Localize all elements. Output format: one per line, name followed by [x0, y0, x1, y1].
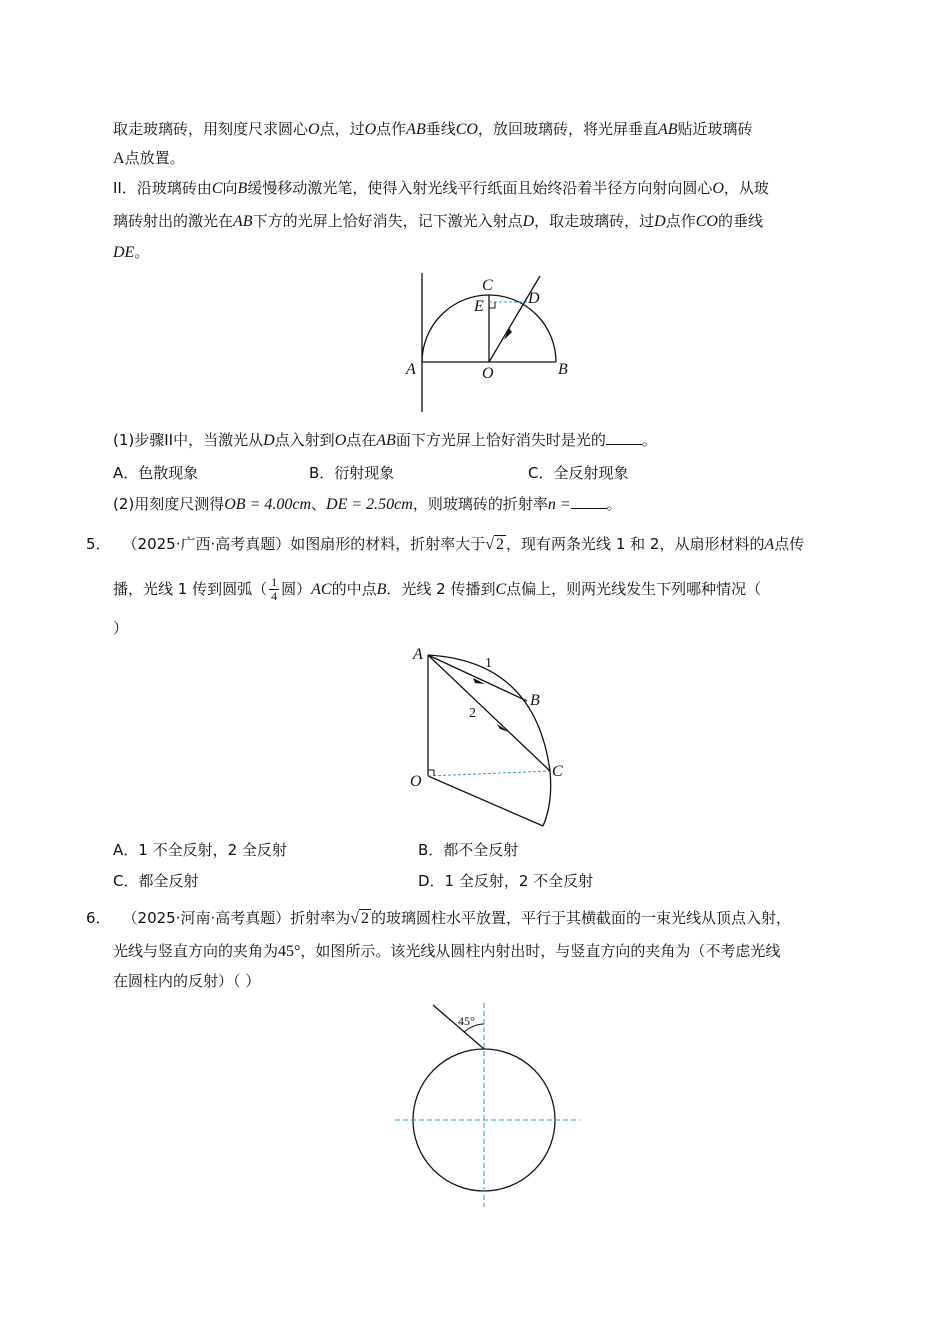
- var-AC: AC: [311, 581, 332, 598]
- sqrt-expression: √ 2: [485, 536, 505, 553]
- text: 圆）: [281, 580, 312, 598]
- text: (2)用刻度尺测得: [113, 495, 225, 513]
- q6-line3: 在圆柱内的反射）（ ）: [113, 972, 261, 990]
- var-A: A: [764, 536, 775, 553]
- q5-option-A[interactable]: A．1 不全反射，2 全反射: [113, 841, 287, 859]
- option-A[interactable]: A．色散现象: [113, 464, 199, 482]
- question-number: 5．: [86, 535, 111, 553]
- label-B: B: [558, 361, 568, 378]
- option-C[interactable]: C．全反射现象: [528, 464, 629, 482]
- figure-circle: [390, 1000, 590, 1210]
- right-angle-mark: [428, 770, 434, 776]
- text: 的垂线: [717, 212, 763, 230]
- laser-ray: [489, 276, 540, 362]
- var-D: D: [522, 213, 535, 230]
- var-O: O: [334, 432, 347, 449]
- var-AB: AB: [233, 213, 253, 230]
- edge-O-bottom: [428, 776, 543, 826]
- text: 贴近玻璃砖: [677, 120, 753, 138]
- label-A: A: [413, 646, 423, 663]
- text: ，则玻璃砖的折射率: [412, 495, 548, 513]
- text: 取走玻璃砖，用刻度尺求圆心: [113, 120, 309, 138]
- label-E: E: [474, 298, 484, 315]
- text: ，从玻: [723, 179, 769, 197]
- label-1: 1: [485, 656, 492, 671]
- text: 。: [641, 431, 657, 449]
- var-CO: CO: [455, 121, 478, 138]
- step2-line3: [113, 242, 149, 263]
- var-CO: CO: [695, 213, 718, 230]
- sub-question-2: [113, 494, 622, 515]
- fraction: [269, 576, 279, 603]
- q5-option-D[interactable]: D．1 全反射，2 不全反射: [418, 872, 594, 890]
- text: ．光线 2 传播到: [386, 580, 496, 598]
- var-AB: AB: [376, 432, 396, 449]
- label-B: B: [530, 692, 540, 709]
- right-angle-mark: [489, 302, 495, 308]
- text: 、: [311, 495, 327, 513]
- numerator: 1: [271, 575, 278, 589]
- formula-OB: OB = 4.00cm: [224, 496, 312, 513]
- label-A: A: [406, 361, 416, 378]
- step2-line2: [113, 211, 763, 232]
- var-O: O: [712, 180, 724, 197]
- q5-line2: [113, 576, 761, 603]
- angle-label: 45°: [458, 1014, 475, 1028]
- text: 点传: [774, 535, 805, 553]
- dashed-OC: [428, 771, 550, 776]
- var-C: C: [495, 581, 507, 598]
- label-C: C: [482, 277, 493, 294]
- question-number: 6．: [86, 909, 111, 927]
- text: (1)步骤II中，当激光从: [113, 431, 264, 449]
- text: ，如图所示。该光线从圆柱内射出时，与竖直方向的夹角为（不考虑光线: [300, 942, 781, 960]
- q6-line2: [113, 941, 780, 962]
- text: ，现有两条光线 1 和 2，从扇形材料的: [506, 535, 765, 553]
- label-O: O: [410, 773, 422, 790]
- text: 的中点: [331, 580, 377, 598]
- var-AB: AB: [657, 121, 678, 138]
- q5-option-B[interactable]: B．都不全反射: [418, 841, 519, 859]
- text: 点在: [346, 431, 377, 449]
- answer-blank[interactable]: [606, 430, 642, 445]
- var-O: O: [308, 121, 320, 138]
- label-2: 2: [469, 706, 476, 721]
- text: 点入射到: [274, 431, 335, 449]
- formula-DE: DE = 2.50cm: [326, 496, 413, 513]
- figure-semicircle: [400, 270, 590, 420]
- denominator: 4: [271, 589, 278, 603]
- text: ，取走玻璃砖，过: [534, 212, 655, 230]
- text: 点，过: [319, 120, 365, 138]
- figure-sector: [405, 643, 575, 833]
- text: 。: [134, 243, 150, 261]
- q6-line1: [86, 908, 791, 929]
- text: 璃砖射出的激光在: [113, 212, 234, 230]
- formula-n: n =: [547, 496, 571, 513]
- var-B: B: [237, 180, 248, 197]
- text: 播，光线 1 传到圆弧（: [113, 580, 268, 598]
- text: 缓慢移动激光笔，使得入射光线平行纸面且始终沿着半径方向射向圆心: [247, 179, 713, 197]
- q5-line3: ）: [113, 619, 129, 637]
- step2-line1: [113, 178, 769, 199]
- text: 光线与竖直方向的夹角为: [113, 942, 279, 960]
- text: 。: [606, 495, 622, 513]
- var-D: D: [263, 432, 275, 449]
- angle-value: 45°: [278, 943, 301, 960]
- text: 点偏上，则两光线发生下列哪种情况（: [506, 580, 762, 598]
- sqrt-expression: √ 2: [350, 910, 370, 927]
- sub-question-1: [113, 430, 657, 451]
- var-AB: AB: [406, 121, 426, 138]
- q5-option-C[interactable]: C．都全反射: [113, 872, 199, 890]
- answer-blank[interactable]: [571, 494, 607, 509]
- step1-line1: [113, 119, 753, 140]
- label-D: D: [528, 290, 540, 307]
- text: 点作: [665, 212, 696, 230]
- text: 点作: [376, 120, 407, 138]
- radicand: 2: [361, 910, 370, 927]
- text: 点放置。: [124, 149, 185, 167]
- text: ，放回玻璃砖，将光屏垂直: [477, 120, 658, 138]
- var-DE: DE: [113, 244, 135, 261]
- var-O: O: [364, 121, 377, 138]
- label-C: C: [552, 763, 563, 780]
- text: （2025·广西·高考真题）如图扇形的材料，折射率大于: [122, 535, 486, 553]
- ray-1: [428, 655, 527, 701]
- text: 面下方光屏上恰好消失时是光的: [395, 431, 606, 449]
- text: 向: [222, 179, 238, 197]
- text: 的玻璃圆柱水平放置，平行于其横截面的一束光线从顶点入射，: [371, 909, 792, 927]
- var-B: B: [376, 581, 387, 598]
- label-O: O: [482, 365, 494, 382]
- text: （2025·河南·高考真题）折射率为: [122, 909, 351, 927]
- var-A: A: [113, 150, 125, 167]
- option-B[interactable]: B．衍射现象: [309, 464, 395, 482]
- text: 垂线: [425, 120, 456, 138]
- var-C: C: [211, 180, 223, 197]
- arc-lower: [543, 771, 551, 826]
- step1-line2: [113, 148, 185, 169]
- var-D: D: [654, 213, 666, 230]
- radicand: 2: [496, 536, 505, 553]
- q5-line1: [86, 534, 804, 555]
- text: 下方的光屏上恰好消失，记下激光入射点: [252, 212, 523, 230]
- text: II．沿玻璃砖由: [113, 179, 212, 197]
